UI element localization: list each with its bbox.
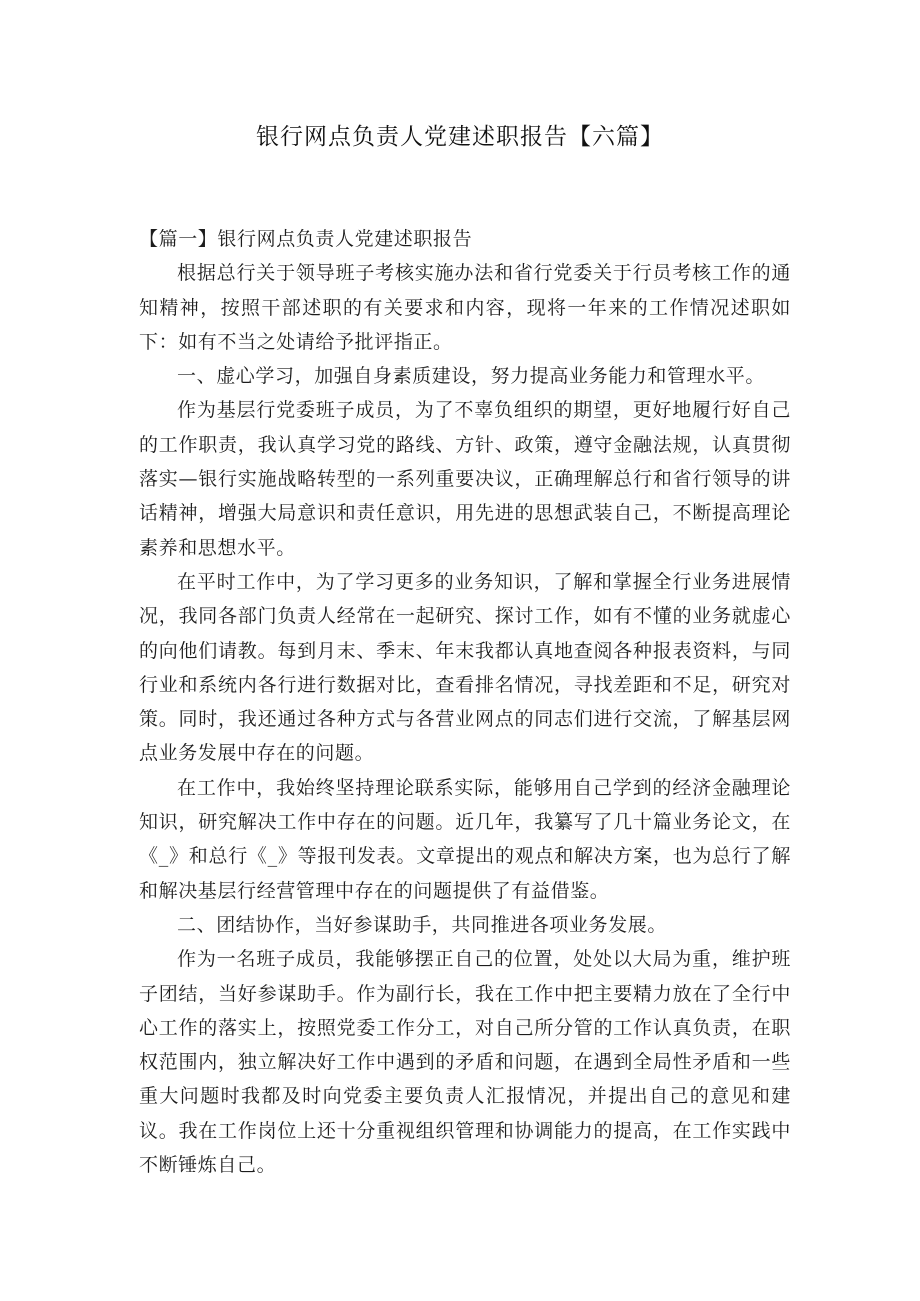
document-title: 银行网点负责人党建述职报告【六篇】 xyxy=(256,124,664,150)
document-body xyxy=(139,222,791,1182)
point-1-heading: 一、虚心学习，加强自身素质建设，努力提高业务能力和管理水平。 xyxy=(177,365,766,388)
paragraph-teamwork: 作为一名班子成员，我能够摆正自己的位置，处处以大局为重，维护班子团结，当好参谋助手。作为副行长，我在工作中把主要精力放在了全行中心工作的落实上，按照党委工作分工，对自己所分管的工作认真负责，在职权范围内，独立解决好工作中遇到的矛盾和问题，在遇到全局性矛盾和一些重大问题时我都及时向党委主要负责人汇报情况，并提出自己的意见和建议。我在工作岗位上还十分重视组织管理和协调能力的提高，在工作实践中不断锤炼自己。 xyxy=(139,948,791,1177)
paragraph-daily-work: 在平时工作中，为了学习更多的业务知识，了解和掌握全行业务进展情况，我同各部门负责人经常在一起研究、探讨工作，如有不懂的业务就虚心的向他们请教。每到月末、季末、年末我都认真地查阅各种报表资料，与同行业和系统内各行进行数据对比，查看排名情况，寻找差距和不足，研究对策。同时，我还通过各种方式与各营业网点的同志们进行交流，了解基层网点业务发展中存在的问题。 xyxy=(139,570,791,765)
paragraph-theory-practice: 在工作中，我始终坚持理论联系实际，能够用自己学到的经济金融理论知识，研究解决工作中存在的问题。近几年，我纂写了几十篇业务论文，在《_》和总行《_》等报刊发表。文章提出的观点和解决方案，也为总行了解和解决基层行经营管理中存在的问题提供了有益借鉴。 xyxy=(139,776,791,902)
point-2-heading: 二、团结协作，当好参谋助手，共同推进各项业务发展。 xyxy=(177,913,668,936)
paragraph-study: 作为基层行党委班子成员，为了不辜负组织的期望，更好地履行好自己的工作职责，我认真学习党的路线、方针、政策，遵守金融法规，认真贯彻落实—银行实施战略转型的一系列重要决议，正确理解总行和省行领导的讲话精神，增强大局意识和责任意识，用先进的思想武装自己，不断提高理论素养和思想水平。 xyxy=(139,399,791,559)
paragraph-intro: 根据总行关于领导班子考核实施办法和省行党委关于行员考核工作的通知精神，按照干部述职的有关要求和内容，现将一年来的工作情况述职如下：如有不当之处请给予批评指正。 xyxy=(139,262,791,353)
section-heading: 【篇一】银行网点负责人党建述职报告 xyxy=(139,228,473,250)
